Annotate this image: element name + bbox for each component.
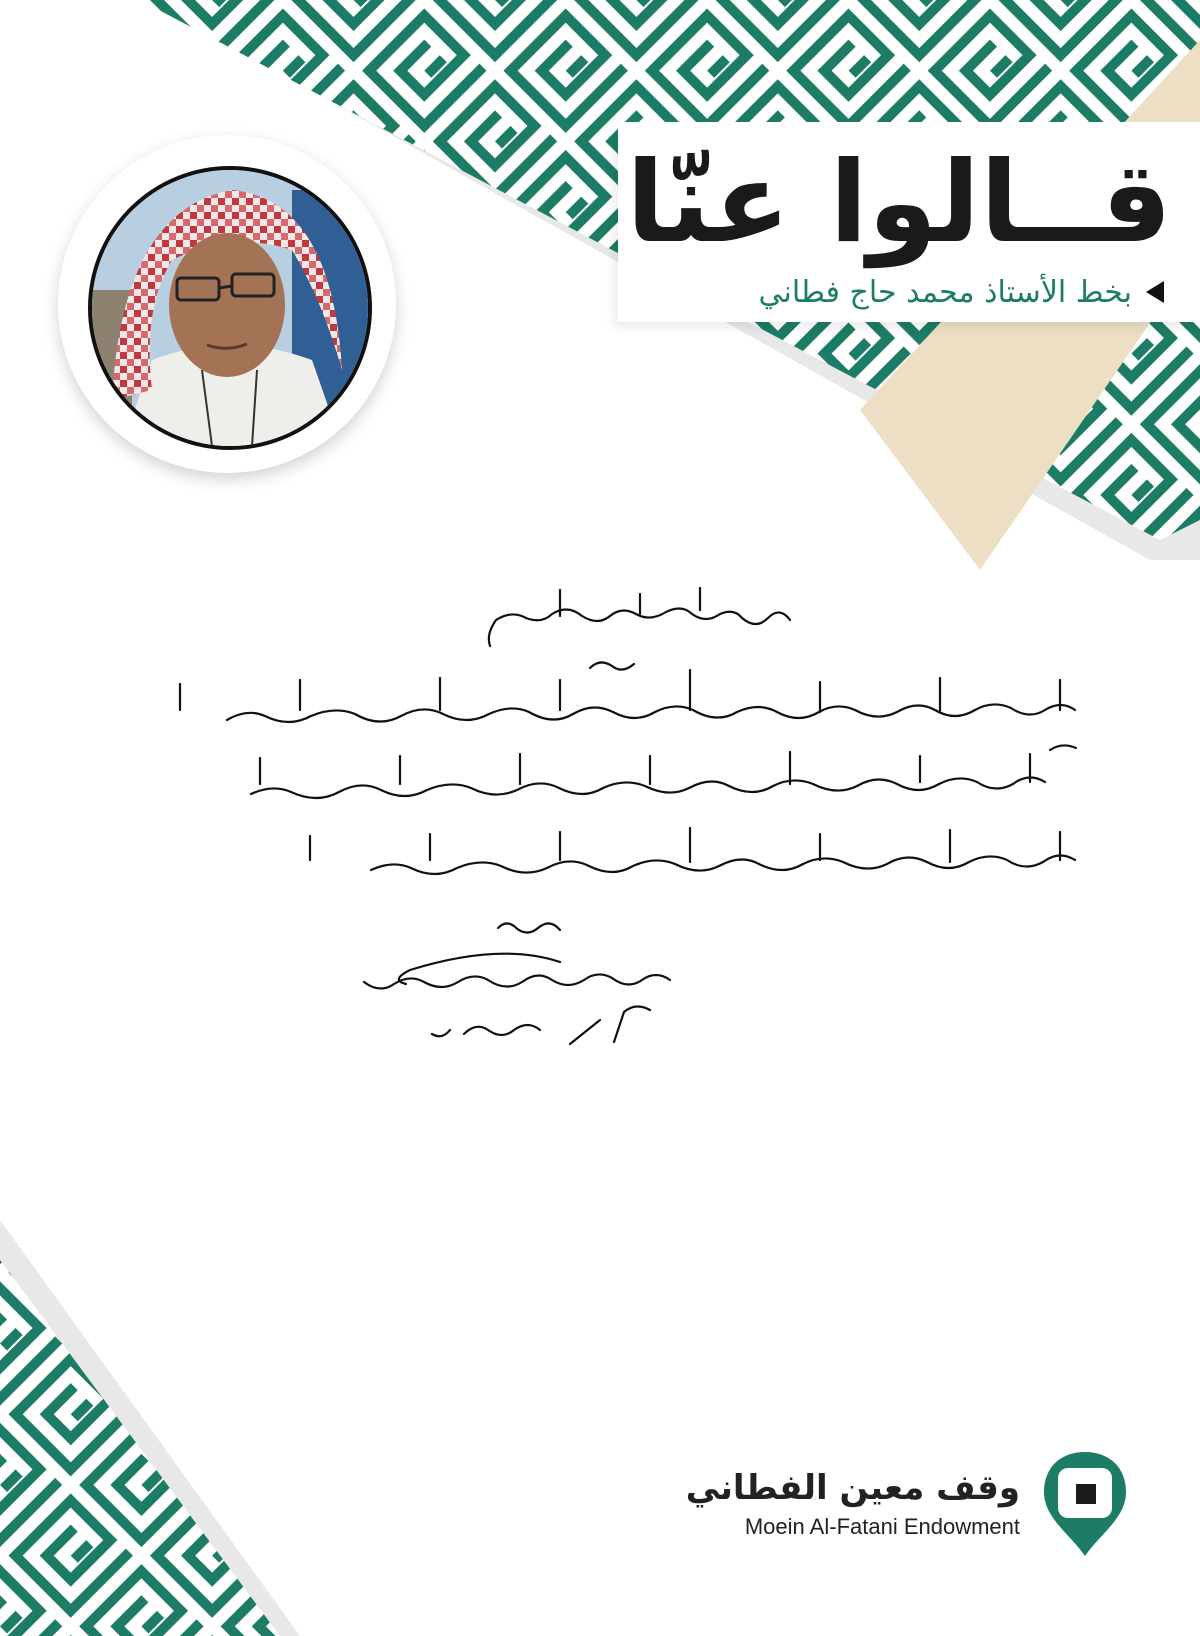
subtitle-row	[759, 272, 1165, 312]
logo-arabic-name: وقف معين الفطاني	[685, 1468, 1020, 1508]
author-portrait	[88, 166, 372, 450]
page-title: قــالوا عنّا	[626, 138, 1172, 268]
handwritten-letter	[0, 560, 1200, 1080]
map-pin-square-icon	[1040, 1448, 1130, 1560]
logo-english-name: Moein Al-Fatani Endowment	[744, 1514, 1020, 1539]
title-box	[618, 122, 1200, 322]
subtitle: بخط الأستاذ محمد حاج فطاني	[758, 274, 1132, 310]
play-triangle-icon	[1146, 281, 1164, 303]
